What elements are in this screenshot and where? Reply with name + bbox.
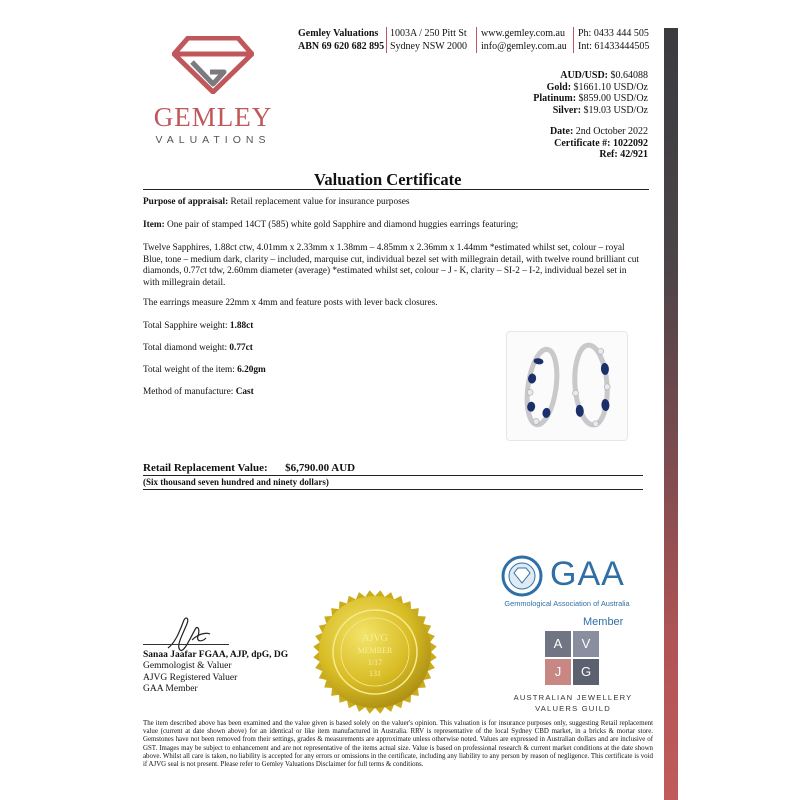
spec-value: 1.88ct bbox=[229, 321, 254, 331]
item-measurement: The earrings measure 22mm x 4mm and feature posts with lever back closures. bbox=[143, 298, 438, 308]
header-phone bbox=[578, 27, 649, 53]
seal-text: AJVG bbox=[362, 633, 388, 644]
company-name: Gemley Valuations bbox=[298, 28, 379, 39]
gold-seal-icon bbox=[312, 589, 438, 715]
globe-icon bbox=[500, 555, 544, 597]
platinum-label: Platinum: bbox=[533, 93, 577, 104]
ajvg-caption-line: AUSTRALIAN JEWELLERY bbox=[513, 693, 633, 702]
ajvg-logo bbox=[545, 631, 601, 687]
purpose bbox=[143, 197, 641, 209]
header-divider bbox=[476, 27, 477, 53]
retail-value-amount: $6,790.00 AUD bbox=[285, 462, 356, 474]
certificate-number-value: 1022092 bbox=[610, 137, 648, 149]
signatory bbox=[143, 650, 288, 695]
item bbox=[143, 220, 641, 232]
signatory-name: Sanaa Jaafar FGAA, AJP, dpG, DG bbox=[143, 650, 289, 660]
email-link[interactable]: info@gemley.com.au bbox=[481, 41, 567, 52]
gaa-logo bbox=[500, 555, 634, 611]
seal-text: MEMBER bbox=[357, 646, 393, 655]
platinum-value: $859.00 USD/Oz bbox=[576, 93, 648, 104]
signature-line bbox=[143, 644, 229, 645]
spec-label: Total diamond weight: bbox=[143, 343, 230, 353]
ajvg-caption bbox=[508, 692, 638, 714]
brand-name: GEMLEY bbox=[153, 102, 273, 132]
intl-phone-number: Int: 61433444505 bbox=[578, 41, 650, 52]
purpose-text: Retail replacement value for insurance purposes bbox=[228, 197, 410, 207]
gold-value: $1661.10 USD/Oz bbox=[571, 81, 648, 93]
disclaimer: The item described above has been examined and the value given is based solely on the valuer's opinion. This valuation is for insurance purposes only, suggesting Retail replacement value (current at date shown above) for an identical or like item manufactured in Australia. RRV is representative of the local Sydney CBD market, in a bricks & mortar store. Gemstones have not been removed from their settings, grades & measurements are approximate unless otherwise noted. Values are expressed in Australian dollars and are inclusive of GST. Images may be subject to enhancement and are not representative of the items actual size. Value is based on professional research & current market conditions at the date shown above. Whilst all care is taken, no liability is accepted for any errors or omissions in the certificate, including any liability to any person by reason of negligence. This certificate is void if AJVG seal is not present. Please refer to Gemley Valuations Disclaimer for full terms & conditions. bbox=[143, 720, 653, 769]
signatory-role: Gemmologist & Valuer bbox=[143, 661, 232, 672]
gaa-subtitle: Gemmological Association of Australia bbox=[504, 599, 630, 608]
gaa-member-label: Member bbox=[583, 616, 624, 628]
certificate-info bbox=[550, 126, 648, 161]
silver-value: $19.03 USD/Oz bbox=[581, 104, 648, 116]
spec-label: Method of manufacture: bbox=[143, 387, 236, 397]
ajvg-cell: J bbox=[545, 659, 571, 685]
ajvg-cell: A bbox=[545, 631, 571, 657]
retail-rule bbox=[143, 489, 643, 490]
item-label: Item: bbox=[143, 220, 165, 230]
ajvg-caption-line: VALUERS GUILD bbox=[535, 704, 611, 713]
phone-number: Ph: 0433 444 505 bbox=[578, 28, 649, 39]
title-rule bbox=[143, 189, 649, 190]
gaa-name: GAA bbox=[550, 555, 625, 593]
spec-value: Cast bbox=[235, 387, 254, 397]
ref-value: 42/921 bbox=[617, 149, 648, 160]
header-address bbox=[390, 27, 467, 53]
retail-value bbox=[143, 462, 355, 474]
spec-row bbox=[143, 387, 483, 399]
seal-text: 1/17 bbox=[367, 658, 383, 667]
spec-row bbox=[143, 343, 483, 355]
metal-rates bbox=[533, 70, 648, 116]
signatory-role: GAA Member bbox=[143, 683, 198, 694]
certificate-number-label: Certificate #: bbox=[554, 137, 611, 149]
retail-rule bbox=[143, 475, 643, 476]
diamond-icon bbox=[172, 36, 254, 94]
company-abn: ABN 69 620 682 895 bbox=[298, 41, 385, 52]
item-text: One pair of stamped 14CT (585) white gold Sapphire and diamond huggies earrings featuring; bbox=[164, 220, 519, 230]
address-line-1: 1003A / 250 Pitt St bbox=[390, 28, 467, 39]
address-line-2: Sydney NSW 2000 bbox=[390, 41, 468, 52]
gemley-logo bbox=[150, 36, 276, 151]
retail-value-label: Retail Replacement Value: bbox=[143, 462, 268, 474]
spec-label: Total Sapphire weight: bbox=[143, 321, 230, 331]
item-description: Twelve Sapphires, 1.88ct ctw, 4.01mm x 2.33mm x 1.38mm – 4.85mm x 2.36mm x 1.44mm *estimated whilst set, colour – royal Blue, tone – medium dark, clarity – included, marquise cut, individual bezel set with millegrain detail, with twelve round brilliant cut diamonds, 0.77ct tdw, 2.60mm diameter (average) *estimated whilst set, colour – J - K, clarity – SI-2 – I-2, individual bezel set in with millegrain detail. bbox=[143, 243, 639, 288]
purpose-label: Purpose of appraisal: bbox=[143, 197, 229, 207]
item-photo bbox=[506, 331, 628, 441]
audusd-label: AUD/USD: bbox=[560, 70, 608, 81]
ref-label: Ref: bbox=[599, 149, 618, 160]
audusd-value: $0.64088 bbox=[608, 70, 648, 81]
header-divider bbox=[386, 27, 387, 53]
spec-row bbox=[143, 321, 483, 333]
ajvg-cell: V bbox=[573, 631, 599, 657]
silver-label: Silver: bbox=[552, 104, 582, 116]
website-link[interactable]: www.gemley.com.au bbox=[481, 28, 565, 39]
gold-label: Gold: bbox=[546, 81, 572, 93]
page-title: Valuation Certificate bbox=[314, 170, 462, 189]
header-company bbox=[298, 27, 384, 53]
brand-subtitle: VALUATIONS bbox=[155, 134, 271, 146]
signatory-role: AJVG Registered Valuer bbox=[143, 672, 238, 683]
spec-value: 6.20gm bbox=[237, 365, 266, 375]
earrings-image bbox=[507, 332, 627, 440]
spec-row bbox=[143, 365, 483, 377]
spec-value: 0.77ct bbox=[229, 343, 253, 353]
seal-text: 131 bbox=[369, 669, 381, 678]
decorative-side-bar bbox=[664, 28, 678, 800]
header-divider bbox=[573, 27, 574, 53]
ajvg-cell: G bbox=[573, 659, 599, 685]
ajvg-gold-seal bbox=[312, 589, 438, 715]
header-web bbox=[481, 27, 567, 53]
date-label: Date: bbox=[549, 126, 574, 137]
retail-value-words: (Six thousand seven hundred and ninety dollars) bbox=[143, 477, 329, 487]
date-value: 2nd October 2022 bbox=[573, 126, 648, 137]
spec-label: Total weight of the item: bbox=[143, 365, 238, 375]
